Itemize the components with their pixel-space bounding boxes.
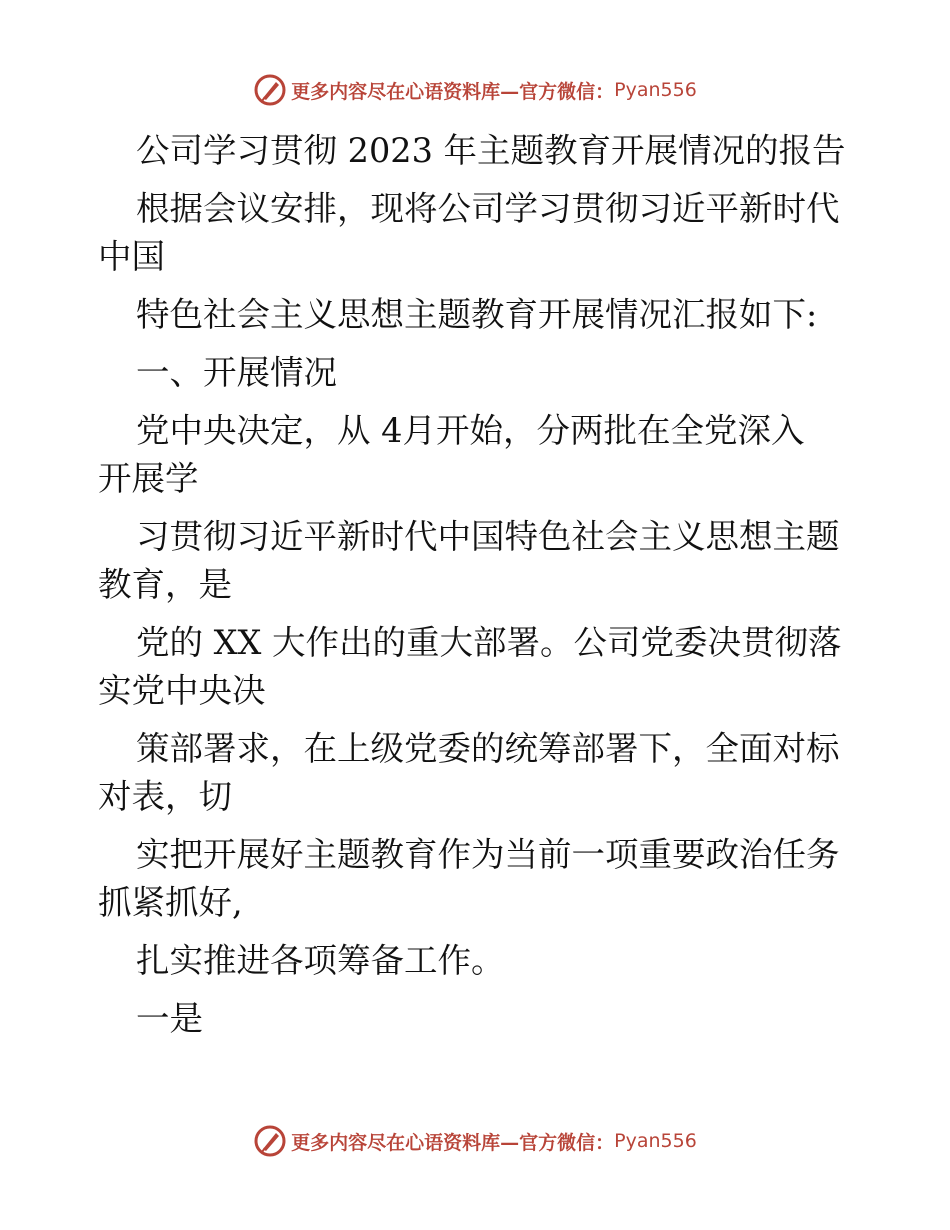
paragraph-line: 实把开展好主题教育作为当前一项重要政治任务 (136, 835, 840, 874)
paragraph-line: 党的 XX 大作出的重大部署。公司党委决贯彻落 (136, 623, 842, 662)
document-title: 公司学习贯彻 2023 年主题教育开展情况的报告 (136, 131, 846, 170)
paragraph-line: 策部署求，在上级党委的统筹部署下，全面对标 (136, 729, 840, 768)
paragraph-line: 中国 (98, 237, 165, 276)
paragraph-line: 扎实推进各项筹备工作。 (136, 941, 505, 980)
paragraph-line: 抓紧抓好, (98, 883, 243, 922)
footer-wechat-id: Pyan556 (614, 1130, 697, 1152)
header-watermark-banner (0, 70, 950, 110)
footer-banner-text: 更多内容尽在心语资料库—官方微信： (291, 1131, 615, 1154)
paragraph-line: 特色社会主义思想主题教育开展情况汇报如下: (136, 295, 818, 334)
paragraph-line: 实党中央决 (98, 671, 266, 710)
paragraph-line: 一是 (136, 999, 203, 1038)
document-body (98, 122, 858, 1048)
header-wechat-id: Pyan556 (614, 79, 697, 101)
quill-pen-logo-icon (253, 73, 287, 107)
footer-watermark-banner (0, 1121, 950, 1161)
header-banner-text: 更多内容尽在心语资料库—官方微信： (291, 80, 615, 103)
paragraph-line: 根据会议安排，现将公司学习贯彻习近平新时代 (136, 189, 840, 228)
paragraph-line: 教育，是 (98, 565, 232, 604)
quill-pen-logo-icon (253, 1124, 287, 1158)
paragraph-line: 习贯彻习近平新时代中国特色社会主义思想主题 (136, 517, 840, 556)
paragraph-line: 党中央决定，从 4月开始，分两批在全党深入 (136, 411, 805, 450)
paragraph-line: 开展学 (98, 459, 199, 498)
section-heading: 一、开展情况 (136, 353, 337, 392)
paragraph-line: 对表，切 (98, 777, 232, 816)
